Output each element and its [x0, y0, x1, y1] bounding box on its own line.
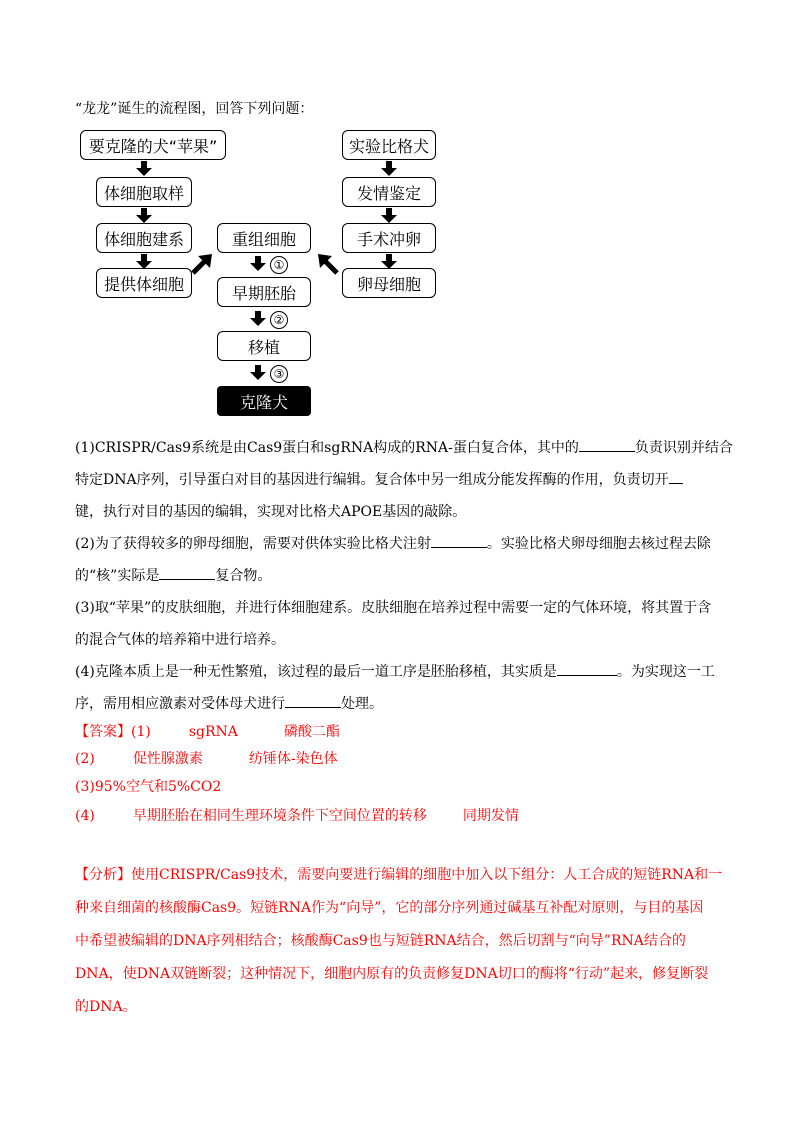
text: 负责识别并结合 — [634, 440, 733, 456]
text: 序，需用相应激素对受体母犬进行 — [75, 696, 285, 712]
text: (2)为了获得较多的卵母细胞，需要对供体实验比格犬注射 — [75, 536, 431, 552]
flow-box-right-4: 卵母细胞 — [342, 268, 436, 298]
question-3-line-2: 的混合气体的培养箱中进行培养。 — [75, 632, 285, 648]
answer-item: sgRNA — [188, 724, 238, 740]
analysis-line-3: 中希望被编辑的DNA序列相结合；核酸酶Cas9也与短链RNA结合，然后切割与“向导”RNA结合的 — [75, 933, 686, 949]
text: 处理。 — [341, 696, 383, 712]
question-2-line-1 — [75, 533, 711, 553]
flow-box-center-1: 重组细胞 — [217, 223, 311, 253]
answer-blank[interactable] — [285, 695, 341, 708]
text: 的“核”实际是 — [75, 568, 160, 584]
analysis-line-2: 种来自细菌的核酸酶Cas9。短链RNA作为“向导”，它的部分序列通过碱基互补配对原则，与目的基因 — [75, 900, 704, 916]
diagonal-arrow-right-icon — [314, 250, 340, 276]
flow-box-left-2: 体细胞取样 — [96, 177, 192, 207]
answer-item: 早期胚胎在相同生理环境条件下空间位置的转移 — [132, 808, 427, 824]
answer-number: (4) — [75, 808, 95, 824]
flow-box-right-3: 手术冲卵 — [342, 223, 436, 253]
answer-number: (2) — [75, 751, 95, 767]
text: 特定DNA序列，引导蛋白对目的基因进行编辑。复合体中另一组成分能发挥酶的作用，负责切开 — [75, 472, 669, 488]
question-2-line-2 — [75, 565, 271, 585]
analysis-line-4: DNA，使DNA双链断裂；这种情况下，细胞内原有的负责修复DNA切口的酶将“行动”起来，修复断裂 — [75, 966, 709, 982]
diagonal-arrow-left-icon — [190, 250, 216, 276]
flow-box-left-3: 体细胞建系 — [96, 223, 192, 253]
answer-line-1 — [75, 721, 340, 741]
step-number-2: ② — [270, 311, 288, 329]
text: 。为实现这一工 — [616, 664, 715, 680]
question-3-line-1: (3)取“苹果”的皮肤细胞，并进行体细胞建系。皮肤细胞在培养过程中需要一定的气体环境，将其置于含 — [75, 600, 712, 616]
answer-blank[interactable] — [579, 439, 635, 452]
flow-box-left-1: 要克隆的犬“苹果” — [80, 130, 226, 160]
text: 复合物。 — [215, 568, 272, 584]
flow-box-center-3: 移植 — [217, 331, 311, 361]
flow-box-left-4: 提供体细胞 — [96, 268, 192, 298]
answer-label: 【答案】 — [75, 724, 131, 740]
answer-item: 促性腺激素 — [132, 751, 203, 767]
answer-item: 磷酸二酯 — [283, 724, 340, 740]
text: 。实验比格犬卵母细胞去核过程去除 — [486, 536, 711, 552]
flow-box-right-1: 实验比格犬 — [342, 130, 436, 160]
flow-box-center-2: 早期胚胎 — [217, 277, 311, 307]
text: (4)克隆本质上是一种无性繁殖，该过程的最后一道工序是胚胎移植，其实质是 — [75, 664, 557, 680]
question-1-line-3: 键，执行对目的基因的编辑，实现对比格犬APOE基因的敲除。 — [75, 504, 467, 520]
question-4-line-1 — [75, 661, 715, 681]
question-4-line-2 — [75, 693, 383, 713]
answer-blank[interactable] — [669, 471, 683, 484]
answer-number: (1) — [131, 724, 151, 740]
question-1-line-1 — [75, 437, 733, 457]
text: 使用CRISPR/Cas9技术，需要向要进行编辑的细胞中加入以下组分：人工合成的短链RNA和一 — [131, 867, 723, 883]
answer-blank[interactable] — [431, 535, 487, 548]
analysis-line-5: 的DNA。 — [75, 999, 137, 1015]
answer-blank[interactable] — [159, 567, 215, 580]
question-1-line-2 — [75, 469, 683, 489]
intro-text: “龙龙”诞生的流程图，回答下列问题： — [75, 101, 314, 117]
answer-line-2 — [75, 748, 338, 768]
analysis-label: 【分析】 — [75, 867, 131, 883]
answer-blank[interactable] — [557, 663, 617, 676]
answer-line-4 — [75, 805, 519, 825]
analysis-line-1 — [75, 864, 722, 884]
answer-line-3: (3)95%空气和5%CO2 — [75, 779, 222, 795]
step-number-3: ③ — [270, 365, 288, 383]
flow-box-center-4: 克隆犬 — [217, 386, 311, 416]
flow-box-right-2: 发情鉴定 — [342, 177, 436, 207]
answer-item: 纺锤体-染色体 — [248, 751, 338, 767]
text: (1)CRISPR/Cas9系统是由Cas9蛋白和sgRNA构成的RNA-蛋白复合体，其中的 — [75, 440, 579, 456]
step-number-1: ① — [270, 256, 288, 274]
answer-item: 同期发情 — [462, 808, 519, 824]
